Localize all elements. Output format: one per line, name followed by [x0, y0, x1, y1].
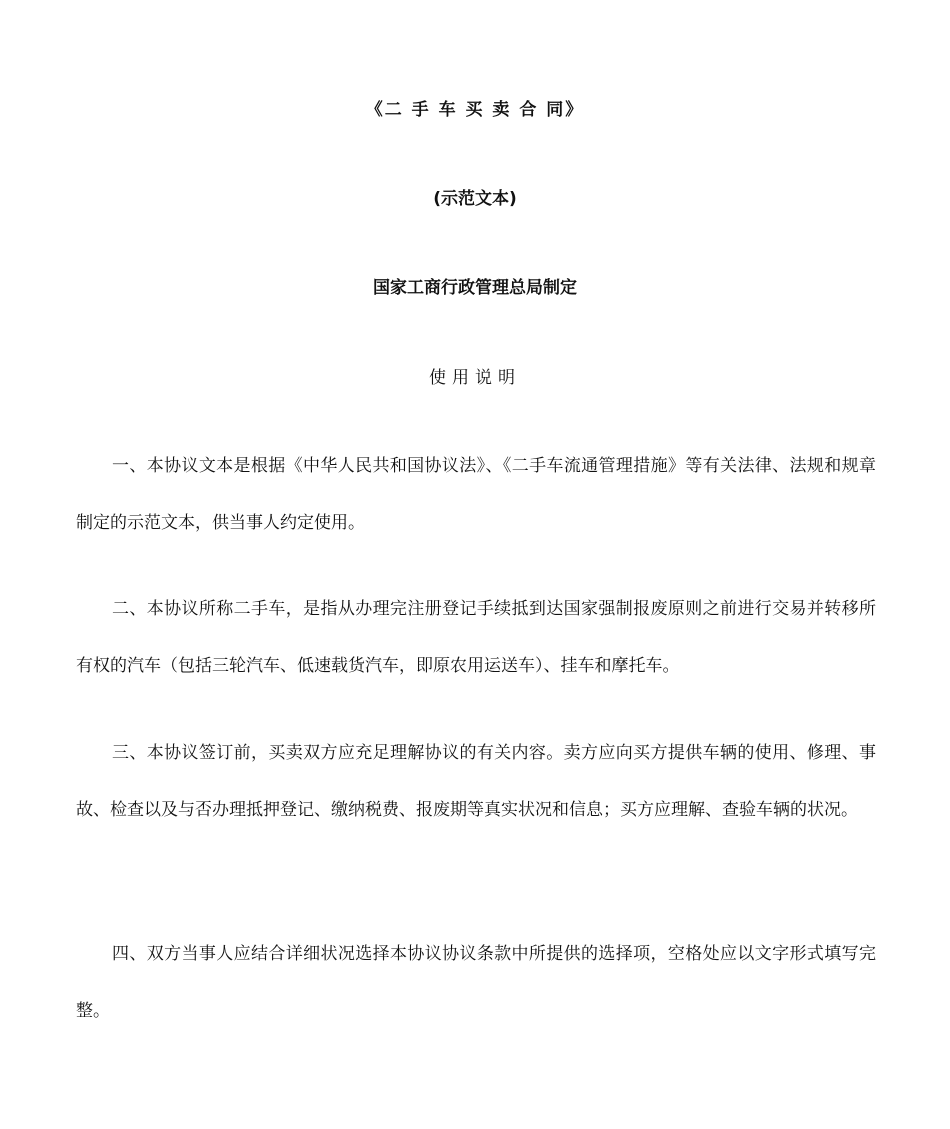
- instruction-paragraph-1: 一、本协议文本是根据《中华人民共和国协议法》、《二手车流通管理措施》等有关法律、法规和规章制定的示范文本，供当事人约定使用。: [76, 456, 876, 533]
- issuer-line: 国家工商行政管理总局制定: [373, 278, 577, 298]
- instruction-paragraph-4: 四、双方当事人应结合详细状况选择本协议协议条款中所提供的选择项，空格处应以文字形式填写完整。: [76, 944, 876, 1021]
- instruction-paragraph-3: 三、本协议签订前，买卖双方应充足理解协议的有关内容。卖方应向买方提供车辆的使用、修理、事故、检查以及与否办理抵押登记、缴纳税费、报废期等真实状况和信息；买方应理解、查验车辆的状况。: [76, 743, 876, 820]
- instructions-heading: 使用说明: [429, 368, 521, 388]
- document-subtitle: (示范文本): [433, 189, 517, 209]
- document-title: 《二 手 车 买 卖 合 同》: [365, 100, 585, 120]
- instruction-paragraph-2: 二、本协议所称二手车，是指从办理完注册登记手续抵到达国家强制报废原则之前进行交易并转移所有权的汽车（包括三轮汽车、低速载货汽车，即原农用运送车）、挂车和摩托车。: [76, 599, 876, 676]
